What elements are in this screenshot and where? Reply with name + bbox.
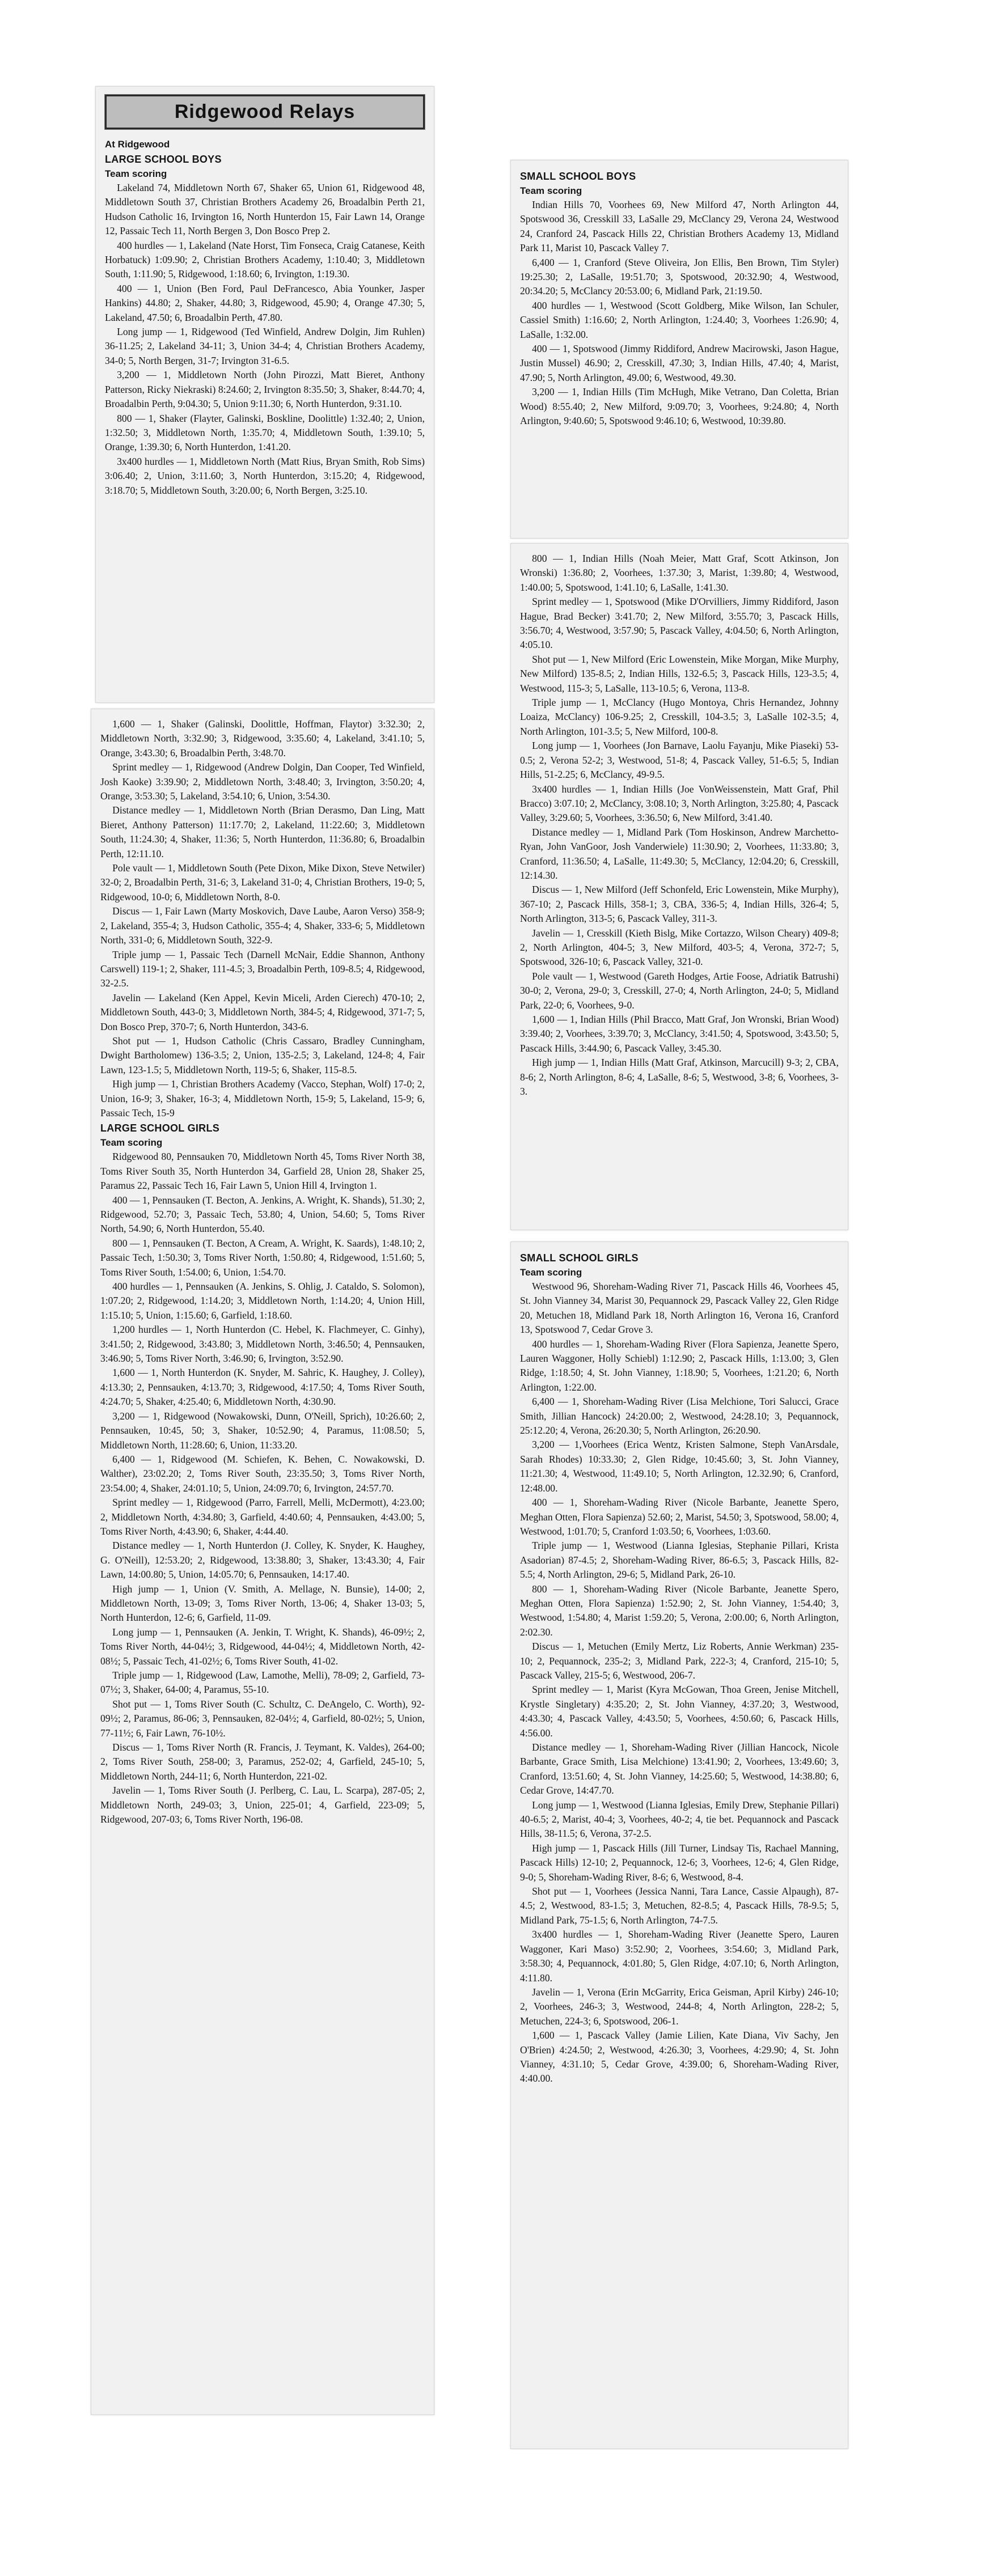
team-scoring-label: Team scoring — [105, 168, 167, 179]
event-result: Triple jump — 1, Westwood (Lianna Iglesias, Stephanie Pillari, Krista Asadorian) 87-4.5; 2, Shoreham-Wading River, 86-6.5; 3, Pascack Hills, 82-5.5; 4, North Arlington, 29-6; 5, Midland Park, 26-10. — [520, 1540, 839, 1581]
event-result: 400 — 1, Shoreham-Wading River (Nicole Barbante, Jeanette Spero, Meghan Otten, Flora Sapienza) 52.60; 2, Marist, 54.50; 3, Spotswood, 58.00; 4, Westwood, 1:01.70; 5, Cranford 1:03.50; 6, Voorhees, 1:03.60. — [520, 1497, 839, 1537]
team-scores: Indian Hills 70, Voorhees 69, New Milford 47, North Arlington 44, Spotswood 36, Cresskill 33, LaSalle 29, McClancy 29, Verona 24, Westwood 24, Cranford 24, Pascack Hills 22, Christian Brothers Academy 13, Midland Park 11, Marist 10, Pascack Valley 7. — [520, 199, 839, 254]
event-result: High jump — 1, Pascack Hills (Jill Turner, Lindsay Tis, Rachael Manning, Pascack Hills) 12-10; 2, Pequannock, 12-6; 3, Voorhees, 12-6; 4, Glen Ridge, 9-0; 5, Shoreham-Wading River, 8-6; 6, Westwood, 8-4. — [520, 1842, 839, 1883]
section-heading: LARGE SCHOOL GIRLS — [100, 1122, 220, 1134]
event-result: 800 — 1, Shoreham-Wading River (Nicole Barbante, Jeanette Spero, Meghan Otten, Flora Sapienza) 1:52.90; 2, St. John Vianney, 1:54.40; 3, Westwood, 1:54.80; 4, Marist 1:59.20; 5, Verona, 2:00.00; 6, North Arlington, 2:02.30. — [520, 1583, 839, 1638]
event-result: Sprint medley — 1, Ridgewood (Andrew Dolgin, Dan Cooper, Ted Winfield, Josh Kaoke) 3:39.90; 2, Middletown North, 3:48.40; 3, Irvington, 3:50.20; 4, Orange, 3:53.30; 5, Lakeland, 3:54.10; 6, Union, 3:54.30. — [100, 761, 425, 802]
event-result: Long jump — 1, Pennsauken (A. Jenkin, T. Wright, K. Shands), 46-09½; 2, Toms River North, 44-04½; 3, Ridgewood, 44-04½; 4, Middletown North, 42-08½; 5, Passaic Tech, 41-02½; 6, Toms River South, 41-02. — [100, 1626, 425, 1667]
event-result: Discus — 1, Metuchen (Emily Mertz, Liz Roberts, Annie Werkman) 235-10; 2, Pequannock, 235-2; 3, Midland Park, 222-3; 4, Cranford, 215-10; 5, Pascack Valley, 215-5; 6, Westwood, 206-7. — [520, 1641, 839, 1681]
event-result: Long jump — 1, Westwood (Lianna Iglesias, Emily Drew, Stephanie Pillari) 40-6.5; 2, Marist, 40-4; 3, Voorhees, 40-2; 4, tie bet. Pequannock and Pascack Hills, 38-11.5; 6, Verona, 37-2.5. — [520, 1799, 839, 1840]
event-result: Sprint medley — 1, Spotswood (Mike D'Orvilliers, Jimmy Riddiford, Jason Hague, Brad Becker) 3:41.70; 2, New Milford, 3:55.70; 3, Pascack Hills, 3:56.70; 4, Westwood, 3:57.90; 5, Pascack Valley, 4:04.50; 6, North Arlington, 4:05.10. — [520, 596, 839, 651]
event-result: Javelin — 1, Verona (Erin McGarrity, Erica Geisman, April Kirby) 246-10; 2, Voorhees, 246-3; 3, Westwood, 244-8; 4, North Arlington, 228-2; 5, Metuchen, 224-3; 6, Spotswood, 206-1. — [520, 1986, 839, 2027]
clipping-small-boys-1 — [510, 160, 848, 539]
event-result: Distance medley — 1, North Hunterdon (J. Colley, K. Snyder, K. Haughey, G. O'Neill), 12:53.20; 2, Ridgewood, 13:38.80; 3, Shaker, 13:43.30; 4, Fair Lawn, 14:00.80; 5, Union, 14:05.70; 6, Pennsauken, 14:17.40. — [100, 1540, 425, 1581]
event-result: 3,200 — 1, Ridgewood (Nowakowski, Dunn, O'Neill, Sprich), 10:26.60; 2, Pennsauken, 10:45, 50; 3, Shaker, 10:52.90; 4, Paramus, 11:08.50; 5, Middletown North, 11:28.60; 6, Union, 11:33.20. — [100, 1410, 425, 1451]
team-scores: Westwood 96, Shoreham-Wading River 71, Pascack Hills 46, Voorhees 45, St. John Vianney 34, Marist 30, Pequannock 29, Pascack Valley 22, Glen Ridge 20, Metuchen 18, Midland Park 18, North Arlington 16, Verona 16, Cranford 13, Spotswood 7, Cedar Grove 3. — [520, 1281, 839, 1336]
event-result: Pole vault — 1, Middletown South (Pete Dixon, Mike Dixon, Steve Netwiler) 32-0; 2, Broadalbin Perth, 31-6; 3, Lakeland 31-0; 4, Christian Brothers, 19-0; 5, Ridgewood, 10-0; 6, Middletown North, 8-0. — [100, 862, 425, 903]
event-result: Distance medley — 1, Shoreham-Wading River (Jillian Hancock, Nicole Barbante, Grace Smith, Lisa Melchione) 13:41.90; 2, Voorhees, 13:49.60; 3, Cranford, 13:51.60; 4, St. John Vianney, 14:25.60; 5, Westwood, 14:38.80; 6, Cedar Grove, 14:47.70. — [520, 1742, 839, 1797]
clipping-large-boys-2-girls — [91, 709, 434, 2415]
event-result: 400 hurdles — 1, Lakeland (Nate Horst, Tim Fonseca, Craig Catanese, Keith Horbatuck) 1:09.90; 2, Christian Brothers Academy, 1:10.40; 3, Middletown South, 1:11.90; 5, Ridgewood, 1:18.60; 6, Irvington, 1:19.30. — [105, 239, 425, 280]
event-result: 6,400 — 1, Cranford (Steve Oliveira, Jon Ellis, Ben Brown, Tim Styler) 19:25.30; 2, LaSalle, 19:51.70; 3, Spotswood, 20:32.90; 4, Westwood, 20:34.20; 5, McClancy 20:53.00; 6, Midland Park, 21:19.50. — [520, 256, 839, 297]
event-result: 6,400 — 1, Shoreham-Wading River (Lisa Melchione, Tori Salucci, Grace Smith, Jillian Hancock) 24:20.00; 2, Westwood, 24:28.10; 3, Pequannock, 25:12.20; 4, Verona, 26:20.30; 5, North Arlington, 26:20.90. — [520, 1396, 839, 1437]
event-result: Javelin — 1, Cresskill (Kieth Bislg, Mike Cortazzo, Wilson Cheary) 409-8; 2, North Arlington, 404-5; 3, New Milford, 403-5; 4, Verona, 372-7; 5, Spotswood, 326-10; 6, Pascack Valley, 321-0. — [520, 927, 839, 968]
event-result: Javelin — 1, Toms River South (J. Perlberg, C. Lau, L. Scarpa), 287-05; 2, Middletown North, 249-03; 3, Union, 225-01; 4, Garfield, 223-09; 5, Ridgewood, 207-03; 6, Toms River North, 196-08. — [100, 1785, 425, 1825]
clipping-small-girls — [510, 1242, 848, 2449]
event-result: 3,200 — 1, Indian Hills (Tim McHugh, Mike Vetrano, Dan Coletta, Brian Wood) 8:55.40; 2, New Milford, 9:09.70; 3, Voorhees, 9:24.80; 4, North Arlington, 9:40.60; 5, Spotswood 9:46.10; 6, Westwood, 10:39.80. — [520, 386, 839, 427]
event-result: Discus — 1, Toms River North (R. Francis, J. Teymant, K. Valdes), 264-00; 2, Toms River South, 258-00; 3, Paramus, 252-02; 4, Garfield, 245-10; 5, Middletown North, 244-11; 6, North Hunterdon, 221-02. — [100, 1742, 425, 1782]
event-result: 400 hurdles — 1, Pennsauken (A. Jenkins, S. Ohlig, J. Cataldo, S. Solomon), 1:07.20; 2, Ridgewood, 1:14.20; 3, Middletown North, 1:14.20; 4, Union Hill, 1:15.10; 5, Union, 1:15.60; 6, Garfield, 1:18.60. — [100, 1281, 425, 1321]
event-result: Discus — 1, Fair Lawn (Marty Moskovich, Dave Laube, Aaron Verso) 358-9; 2, Lakeland, 355-4; 3, Hudson Catholic, 355-4; 4, Shaker, 333-6; 5, Middletown North, 331-0; 6, Middletown South, 322-9. — [100, 905, 425, 946]
clipping-small-boys-2 — [510, 543, 848, 1230]
event-result: Sprint medley — 1, Ridgewood (Parro, Farrell, Melli, McDermott), 4:23.00; 2, Middletown North, 4:34.80; 3, Garfield, 4:40.60; 4, Pennsauken, 4:43.00; 5, Toms River North, 4:43.90; 6, Shaker, 4:44.40. — [100, 1497, 425, 1537]
results-body — [100, 1150, 425, 1827]
event-result: 1,600 — 1, North Hunterdon (K. Snyder, M. Sahric, K. Haughey, J. Colley), 4:13.30; 2, Pennsauken, 4:13.70; 3, Ridgewood, 4:17.50; 4, Toms River South, 4:24.70; 5, Shaker, 4:25.40; 6, Middletown North, 4:30.90. — [100, 1367, 425, 1408]
event-result: 3,200 — 1,Voorhees (Erica Wentz, Kristen Salmone, Steph VanArsdale, Sarah Rhodes) 10:33.30; 2, Glen Ridge, 10:45.60; 3, St. John Vianney, 11:21.30; 4, Westwood, 11:49.10; 5, North Arlington, 12.32.90; 6, Cranford, 12:48.00. — [520, 1439, 839, 1494]
event-result: 800 — 1, Indian Hills (Noah Meier, Matt Graf, Scott Atkinson, Jon Wronski) 1:36.80; 2, Voorhees, 1:37.30; 3, Marist, 1:39.80; 4, Westwood, 1:40.00; 5, Spotswood, 1:41.10; 6, LaSalle, 1:41.30. — [520, 553, 839, 593]
event-result: High jump — 1, Christian Brothers Academy (Vacco, Stephan, Wolf) 17-0; 2, Union, 16-9; 3, Shaker, 16-3; 4, Middletown North, 15-9; 5, Lakeland, 15-9; 6, Passaic Tech, 15-9 — [100, 1078, 425, 1118]
section-heading: SMALL SCHOOL GIRLS — [520, 1252, 639, 1264]
results-body — [520, 1279, 839, 2086]
event-result: 3x400 hurdles — 1, Middletown North (Matt Rius, Bryan Smith, Rob Sims) 3:06.40; 2, Union, 3:11.60; 3, North Hunterdon, 3:15.20; 4, Ridgewood, 3:18.70; 5, Middletown South, 3:20.00; 6, North Bergen, 3:25.10. — [105, 455, 425, 496]
event-result: 1,600 — 1, Shaker (Galinski, Doolittle, Hoffman, Flaytor) 3:32.30; 2, Middletown North, 3:32.90; 3, Ridgewood, 3:35.60; 4, Lakeland, 3:41.10; 5, Orange, 3:43.30; 6, Broadalbin Perth, 3:48.70. — [100, 718, 425, 759]
event-result: Shot put — 1, New Milford (Eric Lowenstein, Mike Morgan, Mike Murphy, New Milford) 135-8.5; 2, Indian Hills, 132-6.5; 3, Pascack Hills, 123-3.5; 4, Westwood, 115-3; 5, LaSalle, 113-10.5; 6, Verona, 113-8. — [520, 653, 839, 694]
masthead: Ridgewood Relays — [105, 95, 425, 129]
event-result: Shot put — 1, Hudson Catholic (Chris Cassaro, Bradley Cunningham, Dwight Bartholomew) 136-3.5; 2, Union, 135-2.5; 3, Lakeland, 124-8; 4, Fair Lawn, 123-1.5; 5, Middletown North, 119-5; 6, Shaker, 115-8.5. — [100, 1035, 425, 1075]
event-result: 6,400 — 1, Ridgewood (M. Schiefen, K. Behen, C. Nowakowski, D. Walther), 23:02.20; 2, Toms River South, 23:35.50; 3, Toms River North, 23:54.00; 4, Shaker, 24:01.10; 5, Union, 24:09.70; 6, Irvington, 24:57.70. — [100, 1453, 425, 1494]
event-result: Distance medley — 1, Midland Park (Tom Hoskinson, Andrew Marchetto-Ryan, John VanGoor, Josh Vanderwiele) 11:30.90; 2, Voorhees, 11:33.80; 3, Cranford, 11:36.50; 4, LaSalle, 11:49.30; 5, McClancy, 12:04.20; 6, Cresskill, 12:14.30. — [520, 826, 839, 881]
event-result: Discus — 1, New Milford (Jeff Schonfeld, Eric Lowenstein, Mike Murphy), 367-10; 2, Pascack Hills, 358-1; 3, CBA, 336-5; 4, Indian Hills, 326-4; 5, North Arlington, 313-5; 6, Pascack Valley, 311-3. — [520, 884, 839, 925]
event-result: High jump — 1, Indian Hills (Matt Graf, Atkinson, Marcucill) 9-3; 2, CBA, 8-6; 2, North Arlington, 8-6; 4, LaSalle, 8-6; 5, Westwood, 3-8; 6, Voorhees, 3-3. — [520, 1057, 839, 1098]
team-scoring-label: Team scoring — [520, 185, 582, 196]
event-result: Javelin — Lakeland (Ken Appel, Kevin Miceli, Arden Cierech) 470-10; 2, Middletown South, 443-0; 3, Middletown North, 384-5; 4, Ridgewood, 371-7; 5, Don Bosco Prep, 370-7; 6, North Hunterdon, 343-6. — [100, 992, 425, 1032]
clipping-large-boys-1 — [95, 86, 434, 703]
event-result: 800 — 1, Shaker (Flayter, Galinski, Boskline, Doolittle) 1:32.40; 2, Union, 1:32.50; 3, Middletown North, 1:35.70; 4, Middletown South, 1:39.10; 5, Orange, 1:39.30; 6, North Hunterdon, 1:41.20. — [105, 412, 425, 453]
event-result: 400 hurdles — 1, Westwood (Scott Goldberg, Mike Wilson, Ian Schuler, Cassiel Smith) 1:16.60; 2, North Arlington, 1:24.40; 3, Voorhees 1:26.90; 4, LaSalle, 1:32.00. — [520, 299, 839, 340]
team-scoring-label: Team scoring — [520, 1267, 582, 1278]
section-heading: LARGE SCHOOL BOYS — [105, 154, 222, 165]
team-scores: Lakeland 74, Middletown North 67, Shaker 65, Union 61, Ridgewood 48, Middletown South 37, Christian Brothers Academy 26, Broadalbin Perth 21, Hudson Catholic 16, Irvington 16, North Hunterdon 15, Fair Lawn 14, Orange 12, Passaic Tech 11, North Bergen 3, Don Bosco Prep 2. — [105, 182, 425, 237]
event-result: 3x400 hurdles — 1, Shoreham-Wading River (Jeanette Spero, Lauren Waggoner, Kari Maso) 3:52.90; 2, Voorhees, 3:54.60; 3, Midland Park, 3:58.30; 4, Pequannock, 4:01.80; 5, Glen Ridge, 4:07.10; 6, North Arlington, 4:11.80. — [520, 1929, 839, 1984]
results-body — [100, 717, 425, 1120]
event-result: Distance medley — 1, Middletown North (Brian Derasmo, Dan Ling, Matt Bieret, Anthony Patterson) 11:17.70; 2, Lakeland, 11:22.60; 3, Middletown South, 11:24.30; 4, Shaker, 11:36; 5, North Hunterdon, 11:36.80; 6, Broadalbin Perth, 12:11.10. — [100, 804, 425, 859]
event-result: 1,600 — 1, Pascack Valley (Jamie Lilien, Kate Diana, Viv Sachy, Jen O'Brien) 4:24.50; 2, Westwood, 4:26.30; 3, Voorhees, 4:29.90; 4, St. John Vianney, 4:31.10; 5, Cedar Grove, 4:39.00; 6, Shoreham-Wading River, 4:40.00. — [520, 2030, 839, 2084]
section-heading: SMALL SCHOOL BOYS — [520, 171, 636, 182]
event-result: 400 — 1, Spotswood (Jimmy Riddiford, Andrew Macirowski, Jason Hague, Justin Mussel) 46.90; 2, Cresskill, 47.30; 3, Indian Hills, 47.40; 4, Marist, 47.90; 5, North Arlington, 49.00; 6, Westwood, 49.30. — [520, 343, 839, 383]
event-result: Shot put — 1, Voorhees (Jessica Nanni, Tara Lance, Cassie Alpaugh), 87-4.5; 2, Westwood, 83-1.5; 3, Metuchen, 82-8.5; 4, Pascack Hills, 78-9.5; 5, Midland Park, 75-1.5; 6, North Arlington, 74-7.5. — [520, 1886, 839, 1926]
event-result: 3,200 — 1, Middletown North (John Pirozzi, Matt Bieret, Anthony Patterson, Ricky Niekraski) 8:24.60; 2, Irvington 8:35.50; 3, Shaker, 8:44.70; 4, Broadalbin Perth, 9:04.30; 5, Union 9:11.30; 6, North Hunterdon, 9:31.10. — [105, 369, 425, 410]
results-body — [520, 198, 839, 429]
results-body — [105, 181, 425, 498]
event-result: 400 — 1, Union (Ben Ford, Paul DeFrancesco, Abia Younker, Jasper Hankins) 44.80; 2, Shaker, 44.80; 3, Ridgewood, 45.90; 4, Orange 47.30; 5, Lakeland, 47.50; 6, Broadalbin Perth, 47.80. — [105, 282, 425, 323]
event-result: Long jump — 1, Voorhees (Jon Barnave, Laolu Fayanju, Mike Piaseki) 53-0.5; 2, Verona 52-2; 3, Westwood, 51-8; 4, Pascack Valley, 51-6.5; 5, Indian Hills, 51-2.25; 6, McClancy, 49-9.5. — [520, 740, 839, 781]
event-result: Pole vault — 1, Westwood (Gareth Hodges, Artie Foose, Adriatik Batrushi) 30-0; 2, Verona, 29-0; 3, Cresskill, 27-0; 4, North Arlington, 24-0; 5, Midland Park, 22-0; 6, Voorhees, 9-0. — [520, 970, 839, 1011]
event-result: Triple jump — 1, McClancy (Hugo Montoya, Chris Hernandez, Johnny Loaiza, McClancy) 106-9.25; 2, Cresskill, 104-3.5; 3, LaSalle 102-3.5; 4, North Arlington, 101-3.5; 5, New Milford, 100-8. — [520, 697, 839, 737]
event-result: 1,200 hurdles — 1, North Hunterdon (C. Hebel, K. Flachmeyer, C. Ginhy), 3:41.50; 2, Ridgewood, 3:43.80; 3, Middletown North, 3:46.50; 4, Pennsauken, 3:46.90; 5, Toms River North, 3:46.90; 6, Irvington, 3:52.90. — [100, 1324, 425, 1365]
results-body — [520, 552, 839, 1099]
team-scoring-label: Team scoring — [100, 1137, 163, 1149]
event-result: High jump — 1, Union (V. Smith, A. Mellage, N. Bunsie), 14-00; 2, Middletown North, 13-09; 3, Toms River North, 13-06; 4, Shaker 13-03; 5, North Hunterdon, 12-6; 6, Garfield, 11-09. — [100, 1583, 425, 1624]
dateline: At Ridgewood — [105, 139, 170, 150]
event-result: 1,600 — 1, Indian Hills (Phil Bracco, Matt Graf, Jon Wronski, Brian Wood) 3:39.40; 2, Voorhees, 3:39.70; 3, McClancy, 3:41.50; 4, Spotswood, 3:43.50; 5, Pascack Hills, 3:44.90; 6, Pascack Valley, 3:45.30. — [520, 1014, 839, 1054]
event-result: Long jump — 1, Ridgewood (Ted Winfield, Andrew Dolgin, Jim Ruhlen) 36-11.25; 2, Lakeland 34-11; 3, Union 34-4; 4, Christian Brothers Academy, 34-0; 5, North Bergen, 31-7; Irvington 31-6.5. — [105, 326, 425, 366]
event-result: 400 hurdles — 1, Shoreham-Wading River (Flora Sapienza, Jeanette Spero, Lauren Waggoner, Holly Schiebl) 1:12.90; 2, Pascack Hills, 1:13.00; 3, Glen Ridge, 1:18.50; 4, St. John Vianney, 1:18.90; 5, Voorhees, 1:21.20; 6, North Arlington, 1:22.00. — [520, 1338, 839, 1393]
event-result: Sprint medley — 1, Marist (Kyra McGowan, Thoa Green, Jenise Mitchell, Krystle Singletary) 4:35.20; 2, St. John Vianney, 4:37.20; 3, Westwood, 4:43.30; 4, Pascack Valley, 4:43.50; 5, Voorhees, 4:50.60; 6, Pascack Hills, 4:56.00. — [520, 1684, 839, 1739]
event-result: 400 — 1, Pennsauken (T. Becton, A. Jenkins, A. Wright, K. Shands), 51.30; 2, Ridgewood, 52.70; 3, Passaic Tech, 53.80; 4, Union, 54.60; 5, Toms River North, 54.90; 6, North Hunterdon, 55.40. — [100, 1194, 425, 1235]
team-scores: Ridgewood 80, Pennsauken 70, Middletown North 45, Toms River North 38, Toms River South 35, North Hunterdon 34, Garfield 28, Union 28, Shaker 25, Paramus 22, Passaic Tech 16, Fair Lawn 5, Union Hill 4, Irvington 1. — [100, 1151, 425, 1192]
event-result: Shot put — 1, Toms River South (C. Schultz, C. DeAngelo, C. Worth), 92-09½; 2, Paramus, 86-06; 3, Pennsauken, 82-04½; 4, Garfield, 80-02½; 5, Union, 77-11½; 6, Fair Lawn, 76-10½. — [100, 1698, 425, 1739]
event-result: Triple jump — 1, Passaic Tech (Darnell McNair, Eddie Shannon, Anthony Carswell) 119-1; 2, Shaker, 111-4.5; 3, Broadalbin Perth, 109-8.5; 4, Ridgewood, 32-2.5. — [100, 948, 425, 989]
event-result: 800 — 1, Pennsauken (T. Becton, A Cream, A. Wright, K. Saards), 1:48.10; 2, Passaic Tech, 1:50.30; 3, Toms River North, 1:50.80; 4, Ridgewood, 1:51.60; 5, Toms River South, 1:54.00; 6, Union, 1:54.70. — [100, 1237, 425, 1278]
event-result: 3x400 hurdles — 1, Indian Hills (Joe VonWeissenstein, Matt Graf, Phil Bracco) 3:07.10; 2, McClancy, 3:08.10; 3, North Arlington, 3:25.80; 4, Pascack Valley, 3:29.60; 5, Voorhees, 3:36.50; 6, New Milford, 3:41.40. — [520, 783, 839, 824]
event-result: Triple jump — 1, Ridgewood (Law, Lamothe, Melli), 78-09; 2, Garfield, 73-07½; 3, Shaker, 64-00; 4, Paramus, 55-10. — [100, 1670, 425, 1696]
